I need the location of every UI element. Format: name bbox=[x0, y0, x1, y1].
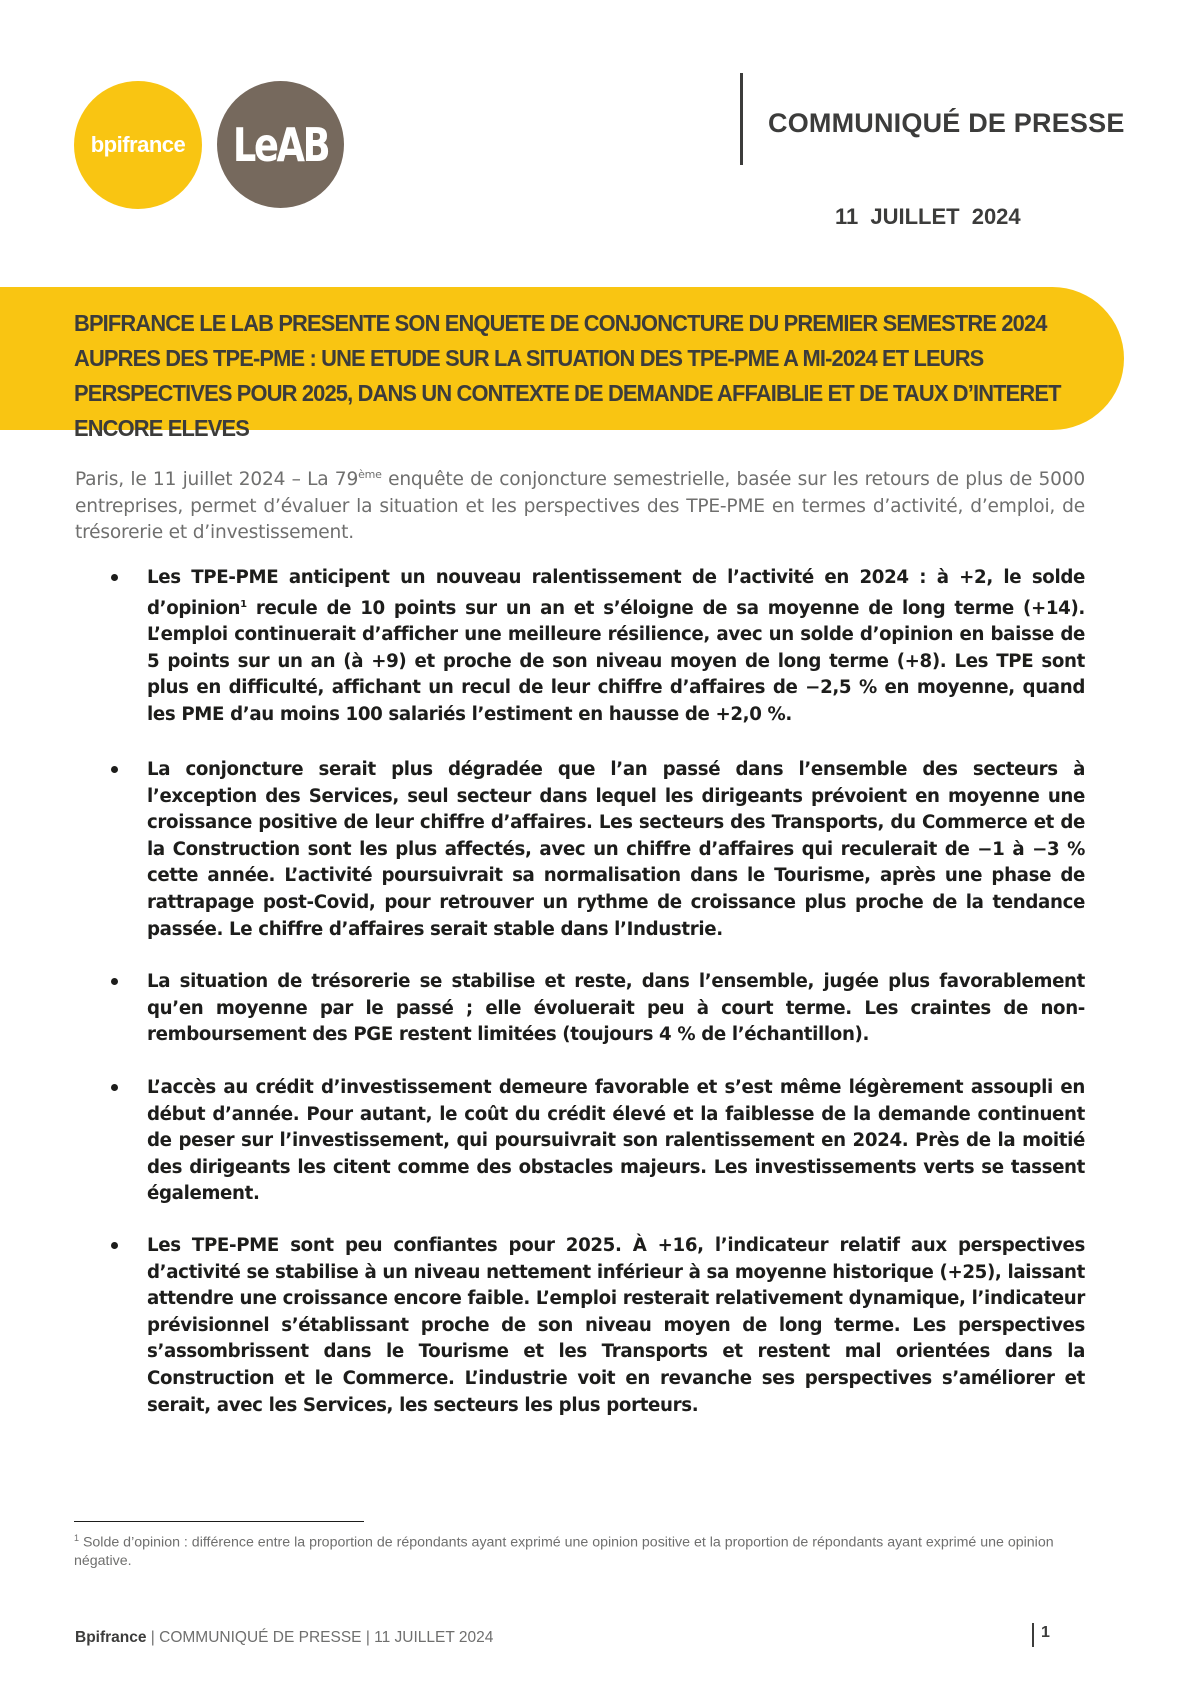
bullet-icon bbox=[111, 766, 118, 773]
bullet-icon bbox=[111, 574, 118, 581]
bpifrance-logo bbox=[74, 81, 202, 209]
press-release-label: COMMUNIQUÉ DE PRESSE bbox=[768, 108, 1125, 138]
list-item bbox=[147, 757, 1085, 943]
list-item-text: Les TPE-PME sont peu confiantes pour 2025. À +16, l’indicateur relatif aux perspectives d’activité se stabilise à un niveau nettement inférieur à sa moyenne historique (+25), laissant attendre une croissance encore faible. L’emploi resterait relativement dynamique, l’indicateur prévisionnel s’établissant proche de son niveau moyen de long terme. Les perspectives s’assombrissent dans le Tourisme et les Transports et restent mal orientées dans la Construction et le Commerce. L’industrie voit en revanche ses perspectives s’améliorer et serait, avec les Services, les secteurs les plus porteurs. bbox=[147, 1235, 1085, 1416]
list-item-text: La situation de trésorerie se stabilise et reste, dans l’ensemble, jugée plus favorablement qu’en moyenne par le passé ; elle évoluerait peu à court terme. Les craintes de non-remboursement des PGE restent limitées (toujours 4 % de l’échantillon). bbox=[147, 971, 1085, 1046]
footnote-text: Solde d’opinion : différence entre la proportion de répondants ayant exprimé une opinion positive et la proportion de répondants ayant exprimé une opinion négative. bbox=[74, 1534, 1054, 1569]
intro-text-end: enquête de conjoncture semestrielle, basée sur les retours de plus de 5000 entreprises, permet d’évaluer la situation et les perspectives des TPE-PME en termes d’activité, d’emploi, de trésorerie et d’investissement. bbox=[75, 469, 1085, 544]
footnote-marker: 1 bbox=[74, 1533, 80, 1543]
footnote-reference[interactable]: 1 bbox=[240, 598, 247, 610]
footer-text: | COMMUNIQUÉ DE PRESSE | 11 JUILLET 2024 bbox=[146, 1629, 494, 1646]
release-date: 11 JUILLET 2024 bbox=[835, 204, 1021, 229]
document-title: BPIFRANCE LE LAB PRESENTE SON ENQUETE DE CONJONCTURE DU PREMIER SEMESTRE 2024 AUPRES DES TPE-PME : UNE ETUDE SUR LA SITUATION DES TPE-PME A MI-2024 ET LEURS PERSPECTIVES POUR 2025, DANS UN CONTEXTE DE DEMANDE AFFAIBLIE ET DE TAUX D’INTERET ENCORE ELEVES bbox=[74, 310, 1061, 441]
footnote-separator bbox=[74, 1521, 364, 1522]
le-lab-logo-text: LeAB bbox=[232, 117, 329, 172]
list-item bbox=[147, 1075, 1085, 1208]
list-item-text: L’accès au crédit d’investissement demeure favorable et s’est même légèrement assoupli en début d’année. Pour autant, le coût du crédit élevé et la faiblesse de la demande continuent de peser sur l’investissement, qui poursuivrait son ralentissement en 2024. Près de la moitié des dirigeants les citent comme des obstacles majeurs. Les investissements verts se tassent également. bbox=[147, 1077, 1085, 1205]
page-number: 1 bbox=[1041, 1624, 1050, 1641]
page-footer bbox=[75, 1629, 493, 1647]
footnote bbox=[74, 1529, 1086, 1570]
intro-paragraph bbox=[75, 462, 1085, 547]
list-item-text: La conjoncture serait plus dégradée que l’an passé dans l’ensemble des secteurs à l’exception des Services, seul secteur dans lequel les dirigeants prévoient en moyenne une croissance positive de leur chiffre d’affaires. Les secteurs des Transports, du Commerce et de la Construction sont les plus affectés, avec un chiffre d’affaires qui reculerait de −1 à −3 % cette année. L’activité poursuivrait sa normalisation dans le Tourisme, après une phase de rattrapage post-Covid, pour retrouver un rythme de croissance plus proche de la tendance passée. Le chiffre d’affaires serait stable dans l’Industrie. bbox=[147, 759, 1085, 940]
list-item-text-end: recule de 10 points sur un an et s’éloigne de sa moyenne de long terme (+14). L’emploi continuerait d’afficher une meilleure résilience, avec un solde d’opinion en baisse de 5 points sur un an (à +9) et proche de son niveau moyen de long terme (+8). Les TPE sont plus en difficulté, affichant un recul de leur chiffre d’affaires de −2,5 % en moyenne, quand les PME d’au moins 100 salariés l’estiment en hausse de +2,0 %. bbox=[147, 597, 1085, 726]
bullet-icon bbox=[111, 978, 118, 985]
bullet-icon bbox=[111, 1084, 118, 1091]
list-item bbox=[147, 969, 1085, 1049]
header-divider bbox=[740, 73, 743, 165]
list-item bbox=[147, 565, 1085, 729]
list-item-text-start: Les TPE-PME anticipent un nouveau ralentissement de l’activité en 2024 : à +2, le solde d’opinion bbox=[147, 567, 1085, 619]
page-number-divider bbox=[1032, 1623, 1034, 1647]
bullet-icon bbox=[111, 1242, 118, 1249]
le-lab-logo bbox=[217, 81, 344, 208]
intro-text-start: Paris, le 11 juillet 2024 – La 79 bbox=[75, 469, 359, 491]
list-item bbox=[147, 1233, 1085, 1419]
intro-superscript: ème bbox=[358, 468, 382, 481]
bpifrance-logo-text: bpifrance bbox=[90, 132, 186, 157]
footer-brand: Bpifrance bbox=[75, 1629, 147, 1646]
